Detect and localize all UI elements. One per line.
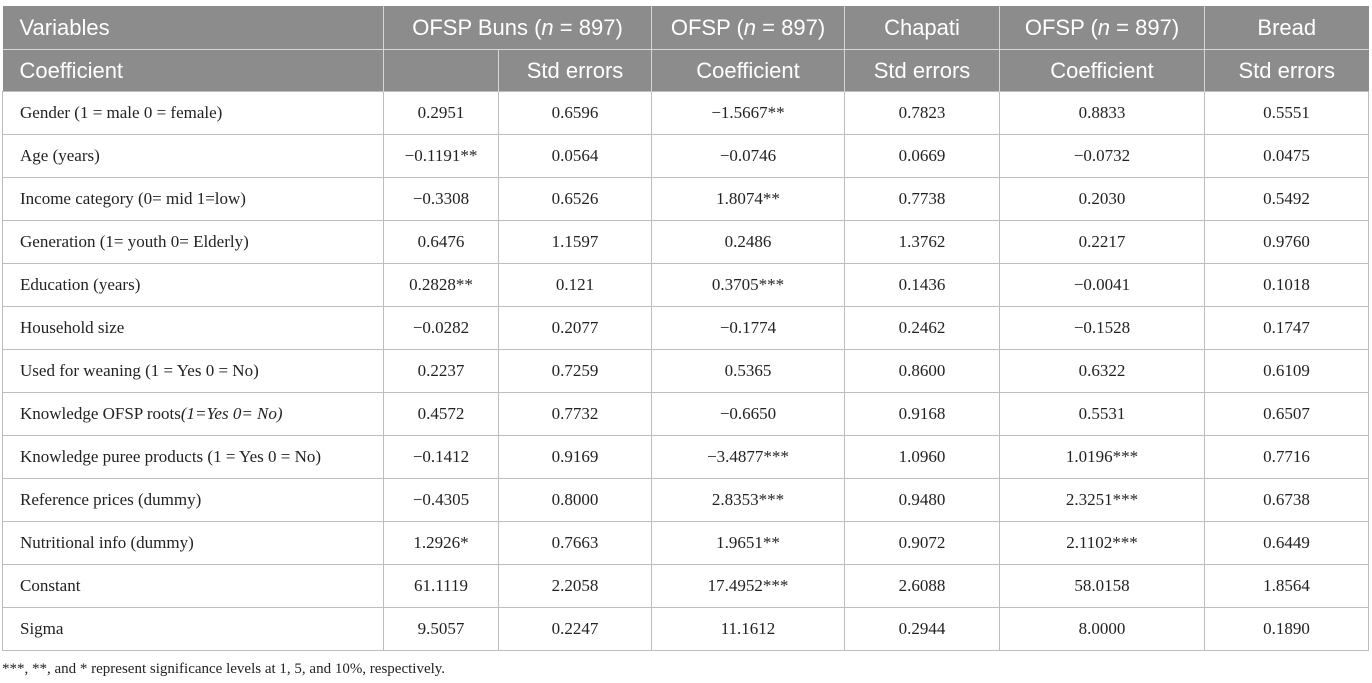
value-cell: 0.6109 bbox=[1205, 350, 1369, 393]
value-cell: 1.8564 bbox=[1205, 565, 1369, 608]
variable-cell: Age (years) bbox=[3, 135, 384, 178]
header-cell: OFSP (n = 897) bbox=[652, 6, 845, 50]
value-cell: 1.0960 bbox=[845, 436, 1000, 479]
value-cell: 0.9168 bbox=[845, 393, 1000, 436]
variable-cell: Reference prices (dummy) bbox=[3, 479, 384, 522]
value-cell: 0.0475 bbox=[1205, 135, 1369, 178]
value-cell: 0.5531 bbox=[1000, 393, 1205, 436]
value-cell: 0.2828** bbox=[384, 264, 499, 307]
value-cell: 0.5551 bbox=[1205, 92, 1369, 135]
table-header bbox=[3, 6, 1369, 92]
value-cell: −0.0282 bbox=[384, 307, 499, 350]
value-cell: −1.5667** bbox=[652, 92, 845, 135]
value-cell: 0.9072 bbox=[845, 522, 1000, 565]
value-cell: 0.8000 bbox=[499, 479, 652, 522]
value-cell: 0.1747 bbox=[1205, 307, 1369, 350]
subheader-cell bbox=[384, 50, 499, 92]
value-cell: 1.3762 bbox=[845, 221, 1000, 264]
variable-cell: Education (years) bbox=[3, 264, 384, 307]
header-row-1 bbox=[3, 6, 1369, 50]
table-row bbox=[3, 307, 1369, 350]
table-row bbox=[3, 350, 1369, 393]
value-cell: 0.2217 bbox=[1000, 221, 1205, 264]
value-cell: −0.1412 bbox=[384, 436, 499, 479]
value-cell: −3.4877*** bbox=[652, 436, 845, 479]
value-cell: 2.6088 bbox=[845, 565, 1000, 608]
value-cell: 0.6526 bbox=[499, 178, 652, 221]
value-cell: 0.6596 bbox=[499, 92, 652, 135]
value-cell: 1.8074** bbox=[652, 178, 845, 221]
value-cell: 2.3251*** bbox=[1000, 479, 1205, 522]
table-row bbox=[3, 264, 1369, 307]
value-cell: 0.7663 bbox=[499, 522, 652, 565]
header-cell: Variables bbox=[3, 6, 384, 50]
table-row bbox=[3, 135, 1369, 178]
value-cell: 0.2951 bbox=[384, 92, 499, 135]
variable-cell: Income category (0= mid 1=low) bbox=[3, 178, 384, 221]
value-cell: 8.0000 bbox=[1000, 608, 1205, 651]
value-cell: 2.1102*** bbox=[1000, 522, 1205, 565]
value-cell: 9.5057 bbox=[384, 608, 499, 651]
value-cell: 2.8353*** bbox=[652, 479, 845, 522]
value-cell: 0.9480 bbox=[845, 479, 1000, 522]
value-cell: 0.1436 bbox=[845, 264, 1000, 307]
variable-cell: Nutritional info (dummy) bbox=[3, 522, 384, 565]
value-cell: 1.9651** bbox=[652, 522, 845, 565]
regression-table bbox=[2, 6, 1369, 651]
table-footnote: ***, **, and * represent significance levels at 1, 5, and 10%, respectively. bbox=[2, 661, 446, 677]
header-cell: OFSP Buns (n = 897) bbox=[384, 6, 652, 50]
value-cell: 61.1119 bbox=[384, 565, 499, 608]
value-cell: 0.6476 bbox=[384, 221, 499, 264]
value-cell: 0.5365 bbox=[652, 350, 845, 393]
variable-cell: Sigma bbox=[3, 608, 384, 651]
value-cell: 11.1612 bbox=[652, 608, 845, 651]
table-row bbox=[3, 221, 1369, 264]
value-cell: 0.2030 bbox=[1000, 178, 1205, 221]
subheader-cell: Coefficient bbox=[3, 50, 384, 92]
value-cell: 0.9760 bbox=[1205, 221, 1369, 264]
value-cell: 0.6449 bbox=[1205, 522, 1369, 565]
value-cell: 0.2237 bbox=[384, 350, 499, 393]
regression-table-wrapper bbox=[2, 6, 1368, 651]
table-row bbox=[3, 522, 1369, 565]
table-row bbox=[3, 92, 1369, 135]
value-cell: 0.121 bbox=[499, 264, 652, 307]
value-cell: 0.6322 bbox=[1000, 350, 1205, 393]
variable-cell: Constant bbox=[3, 565, 384, 608]
subheader-cell: Coefficient bbox=[1000, 50, 1205, 92]
subheader-cell: Coefficient bbox=[652, 50, 845, 92]
variable-cell: Generation (1= youth 0= Elderly) bbox=[3, 221, 384, 264]
table-row bbox=[3, 393, 1369, 436]
value-cell: 0.2486 bbox=[652, 221, 845, 264]
subheader-cell: Std errors bbox=[499, 50, 652, 92]
table-row bbox=[3, 608, 1369, 651]
variable-cell: Used for weaning (1 = Yes 0 = No) bbox=[3, 350, 384, 393]
value-cell: 0.2247 bbox=[499, 608, 652, 651]
value-cell: 0.7259 bbox=[499, 350, 652, 393]
value-cell: −0.4305 bbox=[384, 479, 499, 522]
value-cell: 0.6738 bbox=[1205, 479, 1369, 522]
value-cell: 1.1597 bbox=[499, 221, 652, 264]
value-cell: −0.6650 bbox=[652, 393, 845, 436]
value-cell: 0.0564 bbox=[499, 135, 652, 178]
header-cell: Bread bbox=[1205, 6, 1369, 50]
table-row bbox=[3, 479, 1369, 522]
value-cell: 0.7732 bbox=[499, 393, 652, 436]
value-cell: 0.3705*** bbox=[652, 264, 845, 307]
table-row bbox=[3, 178, 1369, 221]
variable-cell: Knowledge OFSP roots(1=Yes 0= No) bbox=[3, 393, 384, 436]
header-row-2 bbox=[3, 50, 1369, 92]
value-cell: 0.8833 bbox=[1000, 92, 1205, 135]
value-cell: 0.7823 bbox=[845, 92, 1000, 135]
value-cell: 58.0158 bbox=[1000, 565, 1205, 608]
value-cell: 0.7738 bbox=[845, 178, 1000, 221]
value-cell: 0.2944 bbox=[845, 608, 1000, 651]
value-cell: 0.2077 bbox=[499, 307, 652, 350]
header-cell: OFSP (n = 897) bbox=[1000, 6, 1205, 50]
value-cell: −0.1528 bbox=[1000, 307, 1205, 350]
value-cell: 17.4952*** bbox=[652, 565, 845, 608]
value-cell: 0.9169 bbox=[499, 436, 652, 479]
value-cell: 1.2926* bbox=[384, 522, 499, 565]
subheader-cell: Std errors bbox=[845, 50, 1000, 92]
value-cell: 1.0196*** bbox=[1000, 436, 1205, 479]
subheader-cell: Std errors bbox=[1205, 50, 1369, 92]
value-cell: 0.8600 bbox=[845, 350, 1000, 393]
value-cell: 0.7716 bbox=[1205, 436, 1369, 479]
header-cell: Chapati bbox=[845, 6, 1000, 50]
value-cell: 2.2058 bbox=[499, 565, 652, 608]
value-cell: −0.1191** bbox=[384, 135, 499, 178]
table-row bbox=[3, 436, 1369, 479]
value-cell: 0.0669 bbox=[845, 135, 1000, 178]
value-cell: −0.0041 bbox=[1000, 264, 1205, 307]
value-cell: −0.0746 bbox=[652, 135, 845, 178]
value-cell: −0.0732 bbox=[1000, 135, 1205, 178]
value-cell: −0.3308 bbox=[384, 178, 499, 221]
variable-cell: Household size bbox=[3, 307, 384, 350]
variable-cell: Knowledge puree products (1 = Yes 0 = No) bbox=[3, 436, 384, 479]
value-cell: 0.5492 bbox=[1205, 178, 1369, 221]
value-cell: 0.4572 bbox=[384, 393, 499, 436]
table-row bbox=[3, 565, 1369, 608]
value-cell: 0.2462 bbox=[845, 307, 1000, 350]
table-body bbox=[3, 92, 1369, 651]
value-cell: 0.6507 bbox=[1205, 393, 1369, 436]
value-cell: 0.1890 bbox=[1205, 608, 1369, 651]
value-cell: −0.1774 bbox=[652, 307, 845, 350]
value-cell: 0.1018 bbox=[1205, 264, 1369, 307]
variable-cell: Gender (1 = male 0 = female) bbox=[3, 92, 384, 135]
